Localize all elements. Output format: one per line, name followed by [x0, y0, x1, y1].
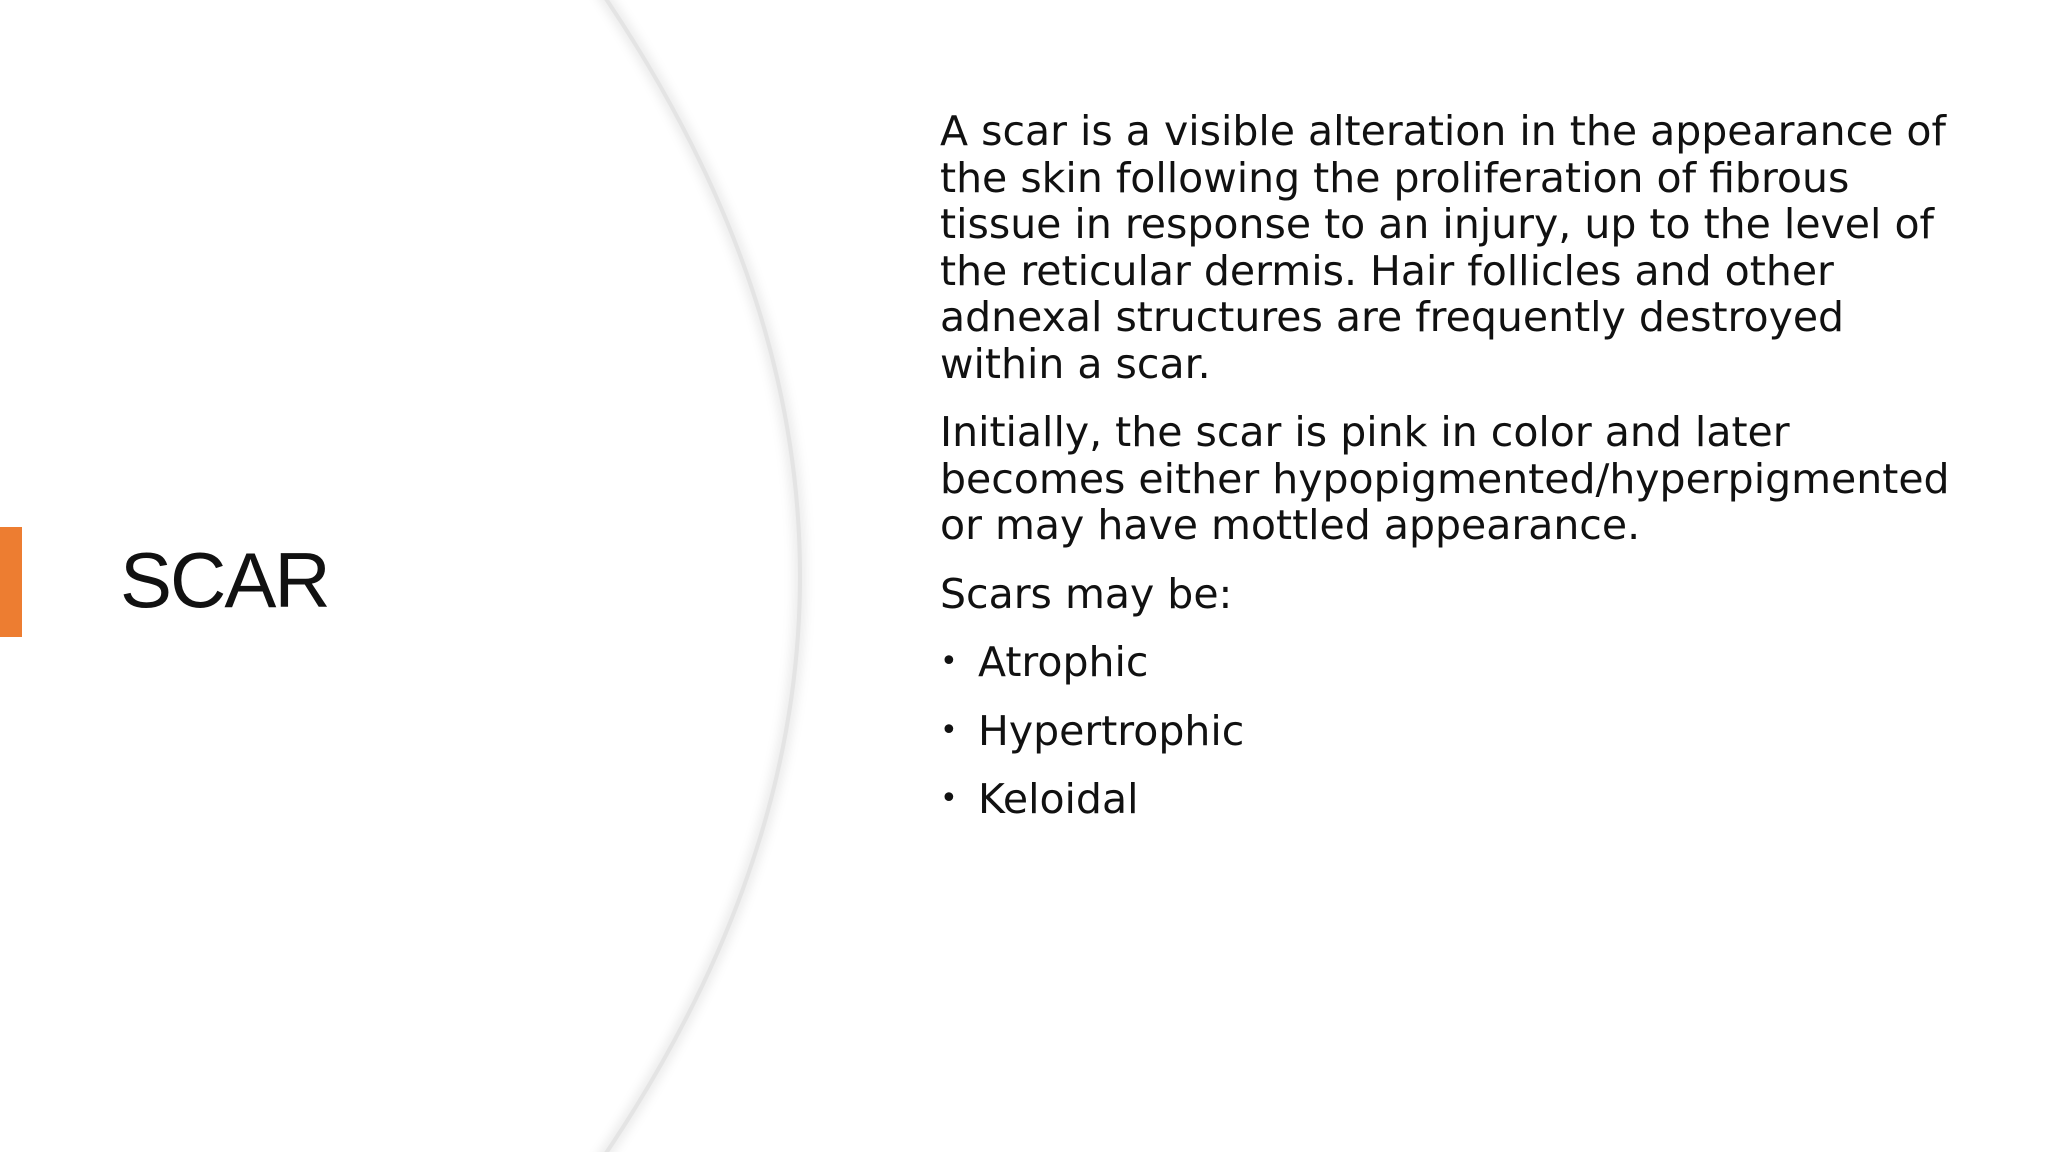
accent-bar	[0, 527, 22, 637]
paragraph-scar-types-intro: Scars may be:	[940, 569, 1233, 618]
bullet-icon: •	[940, 712, 958, 748]
slide-title: SCAR	[120, 536, 329, 624]
list-item-label: Atrophic	[978, 638, 1149, 686]
paragraph-color-change: Initially, the scar is pink in color and later becomes either hypopigmented/hyperpigmented or may have mottled appearance.	[940, 408, 1950, 549]
scar-types-list	[940, 639, 1950, 823]
list-item	[940, 708, 1950, 755]
list-item-label: Hypertrophic	[978, 706, 1245, 755]
arc-shadow	[600, 0, 800, 1152]
list-item	[940, 639, 1950, 686]
bullet-icon: •	[940, 644, 958, 679]
paragraph-definition: A scar is a visible alteration in the appearance of the skin following the proliferation of fibrous tissue in response to an injury, up to the level of the reticular dermis. Hair follicles and other adnexal structures are frequently destroyed within a scar.	[940, 107, 1946, 388]
slide-body	[940, 108, 1950, 845]
bullet-icon: •	[940, 781, 958, 816]
list-item	[940, 776, 1950, 823]
list-item-label: Keloidal	[978, 775, 1139, 823]
